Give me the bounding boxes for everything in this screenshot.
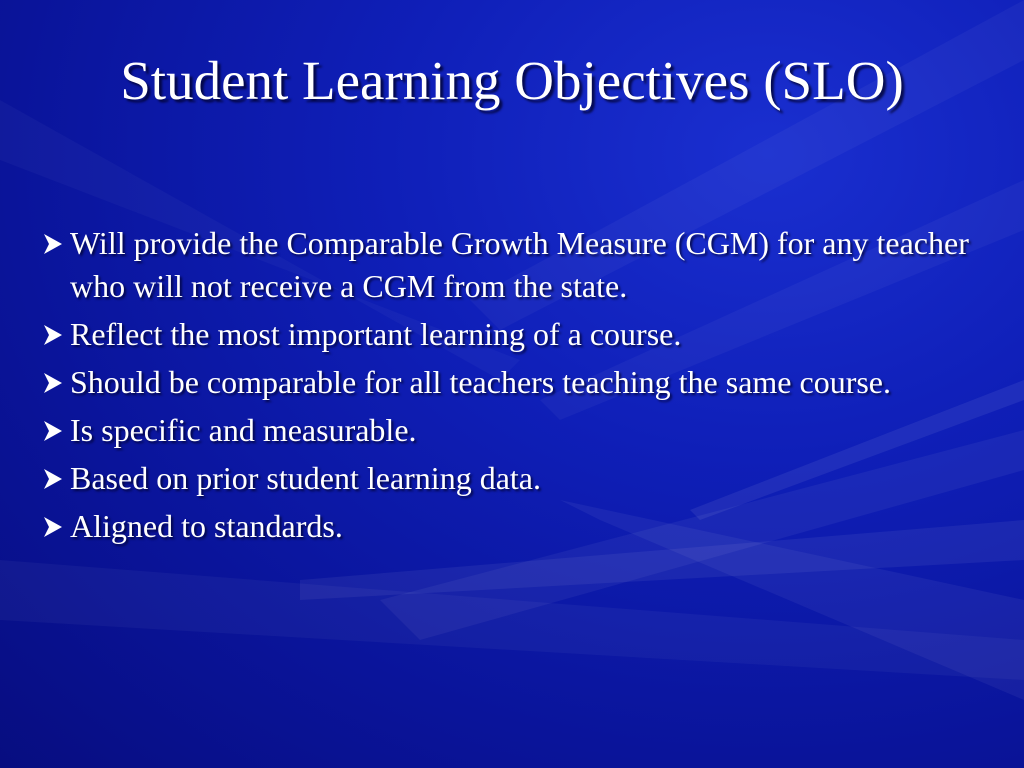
bullet-text: Will provide the Comparable Growth Measure (CGM) for any teacher who will not receive a CGM from the state. [70,225,969,304]
arrowhead-bullet-icon [40,418,66,444]
list-item [40,505,990,548]
slide-title: Student Learning Objectives (SLO) [120,50,904,111]
bullet-text: Is specific and measurable. [70,412,417,448]
list-item [40,409,990,452]
bullet-text: Based on prior student learning data. [70,460,541,496]
list-item [40,457,990,500]
list-item [40,222,990,308]
bullet-text: Should be comparable for all teachers teaching the same course. [70,364,891,400]
list-item [40,313,990,356]
arrowhead-bullet-icon [40,370,66,396]
list-item [40,361,990,404]
bullet-text: Reflect the most important learning of a course. [70,316,682,352]
arrowhead-bullet-icon [40,322,66,348]
arrowhead-bullet-icon [40,231,66,257]
bullet-list [40,222,990,553]
arrowhead-bullet-icon [40,514,66,540]
arrowhead-bullet-icon [40,466,66,492]
bullet-text: Aligned to standards. [70,508,343,544]
